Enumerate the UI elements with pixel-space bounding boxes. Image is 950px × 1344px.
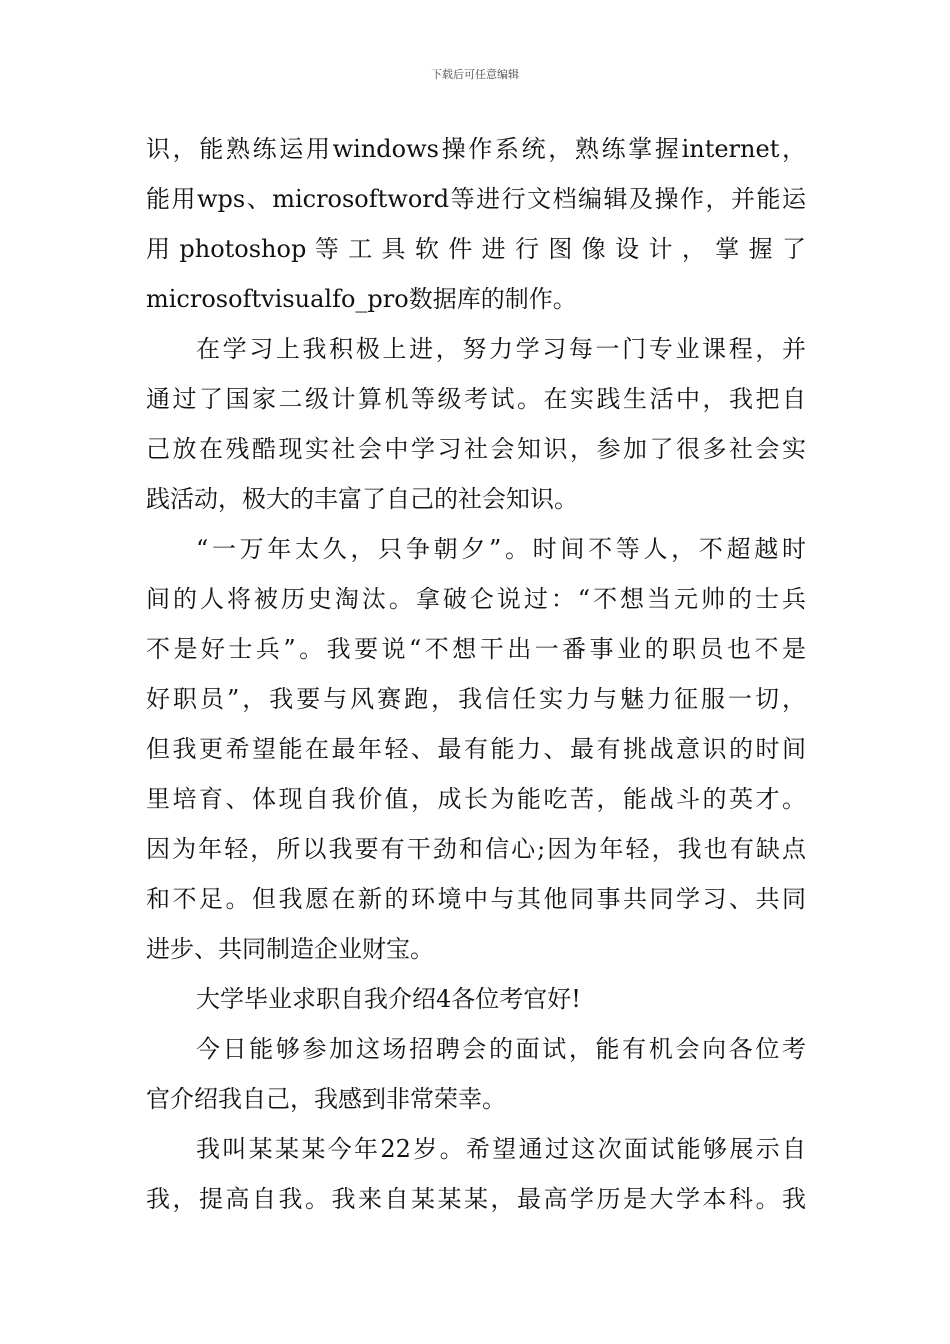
text-line: 因为年轻，所以我要有干劲和信心;因为年轻，我也有缺点: [146, 835, 806, 863]
text-line: 能用wps、microsoftword等进行文档编辑及操作，并能运: [146, 185, 806, 213]
text-line: 和不足。但我愿在新的环境中与其他同事共同学习、共同: [146, 885, 806, 913]
text-line: 好职员”，我要与风赛跑，我信任实力与魅力征服一切，: [146, 685, 806, 713]
text-line: 通过了国家二级计算机等级考试。在实践生活中，我把自: [146, 385, 806, 413]
text-line: 不是好士兵”。我要说“不想干出一番事业的职员也不是: [146, 635, 806, 663]
text-line: 我，提高自我。我来自某某某，最高学历是大学本科。我: [146, 1185, 806, 1213]
text-line: 间的人将被历史淘汰。拿破仑说过：“不想当元帅的士兵: [146, 585, 806, 613]
text-line: 大学毕业求职自我介绍4各位考官好!: [196, 985, 581, 1013]
text-line: 今日能够参加这场招聘会的面试，能有机会向各位考: [196, 1035, 806, 1063]
text-line: “一万年太久，只争朝夕”。时间不等人，不超越时: [196, 535, 806, 563]
text-line: 但我更希望能在最年轻、最有能力、最有挑战意识的时间: [146, 735, 806, 763]
text-line: 进步、共同制造企业财宝。: [146, 935, 434, 963]
text-line: 用 photoshop 等 工 具 软 件 进 行 图 像 设 计 ， 掌 握 了: [146, 235, 806, 263]
text-line: 践活动，极大的丰富了自己的社会知识。: [146, 485, 578, 513]
text-line: 己放在残酷现实社会中学习社会知识，参加了很多社会实: [146, 435, 806, 463]
page-header: 下载后可任意编辑: [431, 68, 519, 81]
text-line: 在学习上我积极上进，努力学习每一门专业课程，并: [196, 335, 806, 363]
text-line: 里培育、体现自我价值，成长为能吃苦，能战斗的英才。: [146, 785, 806, 813]
text-line: 识，能熟练运用windows操作系统，熟练掌握internet，: [146, 135, 806, 163]
text-line: microsoftvisualfo_pro数据库的制作。: [146, 285, 577, 313]
text-line: 官介绍我自己，我感到非常荣幸。: [146, 1085, 506, 1113]
text-line: 我叫某某某今年22岁。希望通过这次面试能够展示自: [196, 1135, 806, 1163]
